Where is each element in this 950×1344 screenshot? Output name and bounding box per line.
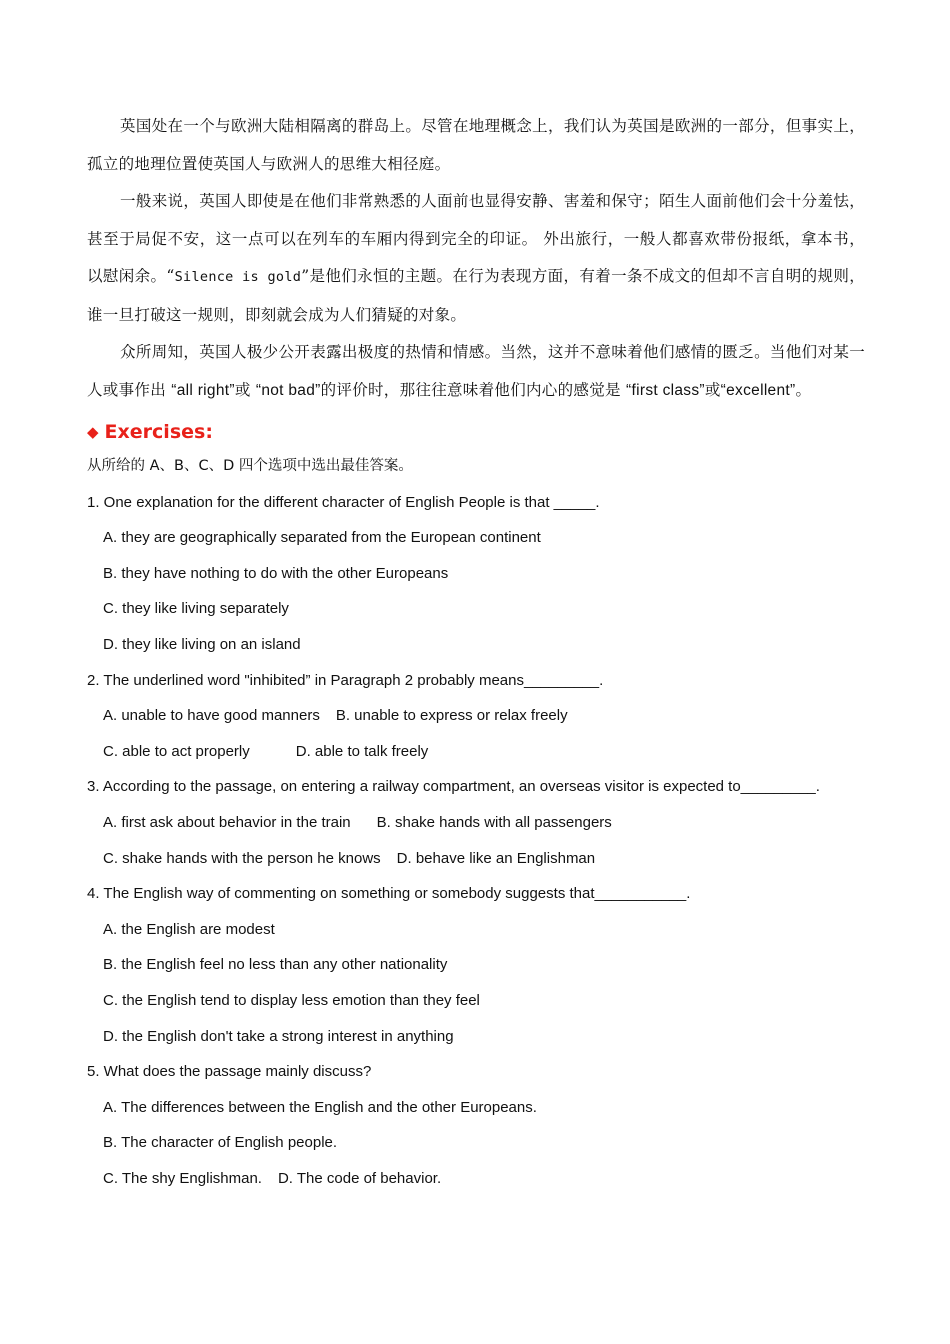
first-class-quote: “first class” — [626, 381, 705, 399]
question-1-stem: 1. One explanation for the different character of English People is that _____. — [87, 493, 600, 511]
question-2-options-ab — [87, 698, 865, 734]
question-5-option-a[interactable]: A. The differences between the English and the other Europeans. — [103, 1098, 537, 1116]
question-2-option-b[interactable]: B. unable to express or relax freely — [335, 707, 568, 725]
question-1-option-d[interactable]: D. they like living on an island — [103, 635, 301, 653]
paragraph-1-text: 英国处在一个与欧洲大陆相隔离的群岛上。尽管在地理概念上，我们认为英国是欧洲的一部分，但事实上，孤立的地理位置使英国人与欧洲人的思维大相径庭。 — [87, 117, 865, 173]
all-right-quote: “all right” — [171, 381, 235, 399]
not-bad-quote: “not bad” — [255, 381, 321, 399]
question-3-stem: 3. According to the passage, on entering a railway compartment, an overseas visitor is expected to_________. — [87, 778, 820, 796]
passage-paragraph-2 — [87, 183, 865, 334]
document-page — [87, 108, 865, 1196]
question-4-stem: 4. The English way of commenting on something or somebody suggests that___________. — [87, 885, 691, 903]
question-4-option-a[interactable]: A. the English are modest — [103, 920, 275, 938]
exercise-instruction: 从所给的 A、B、C、D 四个选项中选出最佳答案。 — [87, 458, 413, 474]
question-1-option-a[interactable]: A. they are geographically separated from the European continent — [103, 529, 541, 547]
excellent-quote: “excellent” — [720, 381, 796, 399]
paragraph-2-text-a: 一般来说，英国人即使是在他们非常熟悉的人面前也显得安静、害羞和保守；陌生人面前他们会十分羞怯，甚至于局促不安，这一点可以在列车的车厢内得到完全的印证。 外出旅行，一般人都喜欢带份报纸，拿本书，以慰闲余。“ — [87, 192, 865, 285]
question-5-options-cd — [87, 1161, 865, 1197]
question-2-stem: 2. The underlined word "inhibited” in Paragraph 2 probably means_________. — [87, 671, 604, 689]
question-4-option-d[interactable]: D. the English don't take a strong interest in anything — [103, 1027, 454, 1045]
question-3-options-cd — [87, 841, 865, 877]
passage-paragraph-3 — [87, 334, 865, 409]
paragraph-3-text-b: 或 — [234, 380, 256, 399]
question-3-option-a[interactable]: A. first ask about behavior in the train — [103, 813, 351, 831]
paragraph-3-text-a: 众所周知，英国人极少公开表露出极度的热情和情感。当然，这并不意味着他们感情的匮乏。当他们对某一人或事作出 — [87, 343, 865, 399]
passage-paragraph-1 — [87, 108, 865, 183]
exercises-heading — [87, 417, 865, 447]
question-5-option-c[interactable]: C. The shy Englishman. — [103, 1169, 262, 1187]
question-4-option-c[interactable]: C. the English tend to display less emotion than they feel — [103, 991, 480, 1009]
question-2-option-a[interactable]: A. unable to have good manners — [103, 707, 320, 725]
question-2-options-cd — [87, 734, 865, 770]
question-5-option-d[interactable]: D. The code of behavior. — [277, 1169, 442, 1187]
question-4-option-b[interactable]: B. the English feel no less than any other nationality — [103, 956, 448, 974]
question-3-option-d[interactable]: D. behave like an Englishman — [396, 849, 596, 867]
question-3-option-c[interactable]: C. shake hands with the person he knows — [103, 849, 381, 867]
question-3-options-ab — [87, 805, 865, 841]
paragraph-2-text-b: ”是他们永恒的主题。在行为表现方面，有着一条不成文的但却不言自明的规则，谁一旦打破这一规则，即刻就会成为人们猜疑的对象。 — [87, 267, 866, 324]
exercises-heading-text: Exercises: — [104, 421, 213, 443]
paragraph-3-text-d: 或 — [704, 380, 721, 399]
question-1-option-b[interactable]: B. they have nothing to do with the other Europeans — [103, 564, 449, 582]
silence-is-gold-quote: Silence is gold — [174, 269, 302, 285]
question-5-stem: 5. What does the passage mainly discuss? — [87, 1063, 372, 1081]
paragraph-3-text-c: 的评价时，那往往意味着他们内心的感觉是 — [320, 380, 627, 399]
paragraph-3-text-e: 。 — [795, 380, 812, 399]
question-3-option-b[interactable]: B. shake hands with all passengers — [376, 813, 612, 831]
diamond-icon: ◆ — [87, 423, 99, 441]
question-5-option-b[interactable]: B. The character of English people. — [103, 1134, 338, 1152]
question-2-option-c[interactable]: C. able to act properly — [103, 742, 250, 760]
question-2-option-d[interactable]: D. able to talk freely — [295, 742, 429, 760]
question-1-option-c[interactable]: C. they like living separately — [103, 600, 289, 618]
